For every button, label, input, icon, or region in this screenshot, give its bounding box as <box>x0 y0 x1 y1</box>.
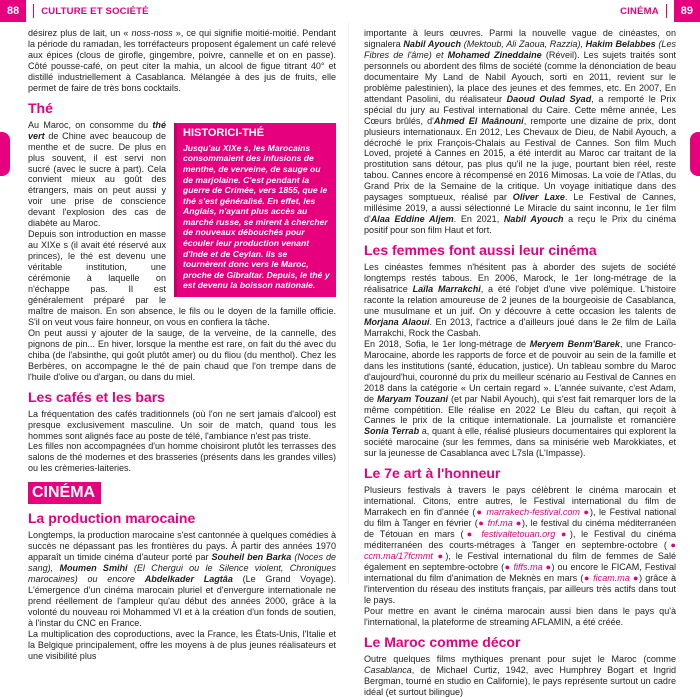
right-thumb-tab <box>690 132 700 176</box>
header-divider <box>666 4 667 18</box>
left-section-title: CULTURE ET SOCIÉTÉ <box>41 5 149 17</box>
the-paragraph-1: Au Maroc, on consomme du thé vert de Chine avec beaucoup de menthe et de sucre. De plus en plus souvent, il est servi non sucré (avec le sucre à part). Cela convient mieux au goût des étrangers, mais on peut aussi y voir une prise de conscience devant l'explosion des cas de diabète au Maroc. <box>28 119 166 229</box>
heading-septieme-art: Le 7e art à l'honneur <box>364 465 501 482</box>
cinema-section-label: CINÉMA <box>28 482 101 504</box>
header-divider <box>33 4 34 18</box>
link-marrakech-festival[interactable]: ● marrakech-festival.com ● <box>475 507 590 518</box>
heading-femmes: Les femmes font aussi leur cinéma <box>364 242 597 259</box>
production-paragraph-2: La multiplication des coproductions, avec la France, les États-Unis, l'Italie et la Belgique principalement, offre les moyens à de plus jeunes réalisateurs et une visibilité plus <box>28 628 336 661</box>
the-paragraph-2: Depuis son introduction en masse au XIXe s (il avait été réservé aux princes), le thé est devenu une véritable institution, une cérémonie à laquelle on n'échappe pas. Il est généralement préparé par le maître de maison. En son absence, le fils ou le doyen de la famille officie. S'il on veut vous faire honneur, on vous en confiera la tâche. <box>28 229 336 327</box>
link-fnf[interactable]: ● fnf.ma ● <box>477 518 522 529</box>
heading-the: Thé <box>28 99 53 116</box>
left-thumb-tab <box>0 132 10 176</box>
cafes-paragraph-1: La fréquentation des cafés traditionnels (où l'on ne sert jamais d'alcool) est presque exclusivement masculine. Un soir de match, quand tous les hommes sont alignés face au poste de télé, l'ambiance n'est pas triste. <box>28 408 336 441</box>
femmes-paragraph-2: En 2018, Sofia, le 1er long-métrage de Meryem Benm'Barek, une Franco-Marocaine, aborde les rapports de force et de pouvoir au sein de la famille et dans les institutions (santé, éducation, justice). Un tableau sombre du Maroc d'aujourd'hui, couronné du prix du meilleur scénario au Festival de Cannes en 2018 dans la catégorie « Un certain regard ». L'année suivante, c'est Adam, de Maryam Touzani (et par Nabil Ayouch), qui s'est fait remarquer lors de la même compétition. Elle réalise en 2022 Le Bleu du caftan, qui reçoit à Cannes le prix de la critique internationale. La journaliste et romancière Sonia Terrab a, quant à elle, réalisé plusieurs documentaires qui explorent la société marocaine (sur les femmes, dans sa minisérie web Marokkiates, et sur la jeunesse de Casablanca avec L7sla (L'Impasse). <box>364 338 677 459</box>
link-ccm[interactable]: ● ccm.ma/17fcmmt ● <box>364 540 676 561</box>
page-gutter <box>348 22 349 584</box>
historici-the-box <box>174 123 336 297</box>
decor-paragraph: Outre quelques films mythiques prenant pour sujet le Maroc (comme Casablanca, de Michael Curtiz, 1942, avec Humphrey Bogart et Ingrid Bergman, tourné en studio en Californie), le pays représente surtout un cadre idéal (et surtout bilingue) <box>364 653 676 697</box>
heading-cafes-bars: Les cafés et les bars <box>28 388 165 405</box>
right-page-column <box>364 28 677 697</box>
link-ficam[interactable]: ● ficam.ma ● <box>583 572 640 583</box>
link-festival-tetouan[interactable]: ● festivaltetouan.org ● <box>463 529 570 540</box>
left-page-number: 88 <box>0 0 26 22</box>
left-page-column <box>28 28 337 661</box>
intro-paragraph: désirez plus de lait, un « noss-noss », ce qui signifie moitié-moitié. Pendant la période du ramadan, les torréfacteurs proposent également un café relevé aux épices (clous de girofle, gingembre, poivre, cannelle et on en passe). Côté pousse-café, on peut citer la mahia, un alcool de figue titrant 40° et distillé industriellement à Casablanca. Mélangée à des jus de fruits, elle permet de faire de très bons cocktails. <box>28 28 336 93</box>
cafes-paragraph-2: Les filles non accompagnées d'un homme choisiront plutôt les terrasses des salons de thé modernes et des brasseries (présents dans les grandes villes) ou les crèmeries-laiteries. <box>28 441 336 474</box>
femmes-paragraph-1: Les cinéastes femmes n'hésitent pas à aborder des sujets de société longtemps restés tabous. En 2006, Marock, le 1er long-métrage de la réalisatrice Laïla Marrakchi, a été l'objet d'une vive polémique. L'histoire raconte la relation amoureuse de 2 jeunes de la bourgeoisie de Casablanca, une musulmane et un juif. On y découvre à cette occasion les talents de Morjana Alaoui. En 2013, l'actrice a d'ailleurs joué dans le 2e film de Laïla Marrakchi, Rock the Casbah. <box>364 262 676 338</box>
aflamin-paragraph: Pour mettre en avant le cinéma marocain aussi bien dans le pays qu'à l'international, la plateforme de streaming AFLAMIN, a été créée. <box>364 605 676 627</box>
new-wave-paragraph: importante à leurs œuvres. Parmi la nouvelle vague de cinéastes, on signalera Nabil Ayouch (Mektoub, Ali Zaoua, Razzia), Hakim Belabbes (Les Fibres de l'âme) et Mohamed Zineddaine (Réveil). Les sujets traités sont personnels ou abordent des films de société (comme la dénonciation de beau documentaire My Land de Nabil Ayouch, sorti en 2011, revient sur le problème palestinien), la place des jeunes et des femmes, etc. En 2007, En attendant Pasolini, du réalisateur Daoud Oulad Syad, a remporté le Prix spécial du jury au Festival international du Caire. Cette même année, Les Cœurs brûlés, d'Ahmed El Maânouni, remporte une dizaine de prix, dont plusieurs internationaux. En 2012, Les Chevaux de Dieu, de Nabil Ayouch, a décroché le prix François-Chalais au Festival de Cannes. Son film Much Loved, projeté à Cannes en 2015, a été interdit au Maroc car traitant de la prostitution sans détour, pas plus qu'il ne la juge, pourtant bien réel, reste tabou. Cannes encore à récompensé en 2016 Mimosas. La voie de l'Atlas, du Grand Prix de la Semaine de la critique. Un voyage initiatique dans des paysages somptueux, réalisé par Oliver Laxe. Le Festival de Cannes, millésime 2019, a aussi sélectionné Le Miracle du saint inconnu, le 1er film d'Alaa Eddine Aljem. En 2021, Nabil Ayouch a reçu le Prix du cinéma positif pour son film Haut et fort. <box>364 28 677 236</box>
the-paragraph-3: On peut aussi y ajouter de la sauge, de la verveine, de la cannelle, des pignons de pin... En hiver, lorsque la menthe est rare, on fait du thé avec du chiba (de l'absinthe, qui goût plutôt amer) ou du fliou (du menthol). Chez les Berbères, on accompagne le thé de pain chaud que l'on trempe dans de l'huile d'olive ou d'argan, ou dans du miel. <box>28 327 336 382</box>
link-fiffs[interactable]: ● fiffs.ma ● <box>504 561 552 572</box>
left-page-header <box>0 0 340 22</box>
heading-production: La production marocaine <box>28 510 196 527</box>
heading-maroc-decor: Le Maroc comme décor <box>364 633 521 650</box>
production-paragraph-1: Longtemps, la production marocaine s'est cantonnée à quelques comédies à succès ne dépassant pas les frontières du pays. À partir des années 1970 apparaît un timide cinéma d'auteur porté par Souheil ben Barka (Noces de sang), Moumen Smihi (El Chergui ou le Silence violent, Chroniques marocaines) ou encore Abdelkader Lagtâa (Le Grand Voyage). L'émergence d'un cinéma marocain pluriel et d'envergure internationale ne prend réellement de l'ampleur qu'au début des années 2000, grâce à la volonté du nouveau roi Mohammed VI et à la création d'un fonds de soutien, à l'instar du CNC en France. <box>28 530 337 628</box>
right-page-number: 89 <box>674 0 700 22</box>
right-section-title: CINÉMA <box>620 5 659 17</box>
festivals-paragraph: Plusieurs festivals à travers le pays célèbrent le cinéma marocain et international. Citons, entre autres, le Festival international du film de Marrakech en fin d'année (● marrakech-festival.com ●), le Festival national du film à Tanger en février (● fnf.ma ●), le festival du cinéma méditerranéen de Tétouan en mars (● festivaltetouan.org ●), le Festival du cinéma méditerranéen des courts-métrages à Tanger en septembre-octobre (● ccm.ma/17fcmmt ●), le Festival international du film de femmes de Salé également en septembre-octobre (● fiffs.ma ●) ou encore le FICAM, Festival international du film d'animation de Meknès en mars (● ficam.ma ●) grâce à l'intervention du réseau des instituts français, par ailleurs très actifs dans tout le pays. <box>364 485 677 605</box>
right-page-header <box>352 0 700 22</box>
box-body: Jusqu'au XIXe s, les Marocains consommaient des infusions de menthe, de verveine, de sauge ou de marjolaine. C'est pendant la guerre de Crimée, vers 1855, que le thé s'est généralisé. En effet, les Anglais, n'ayant plus accès au marché russe, se mirent à chercher de nouveaux débouchés pour écouler leur production venant d'Inde et de Ceylan. Ils se tournèrent donc vers le Maroc, proche de Gibraltar. Depuis, le thé y est devenu la boisson nationale. <box>183 142 330 291</box>
box-title: HISTORICI-THÉ <box>183 126 265 139</box>
